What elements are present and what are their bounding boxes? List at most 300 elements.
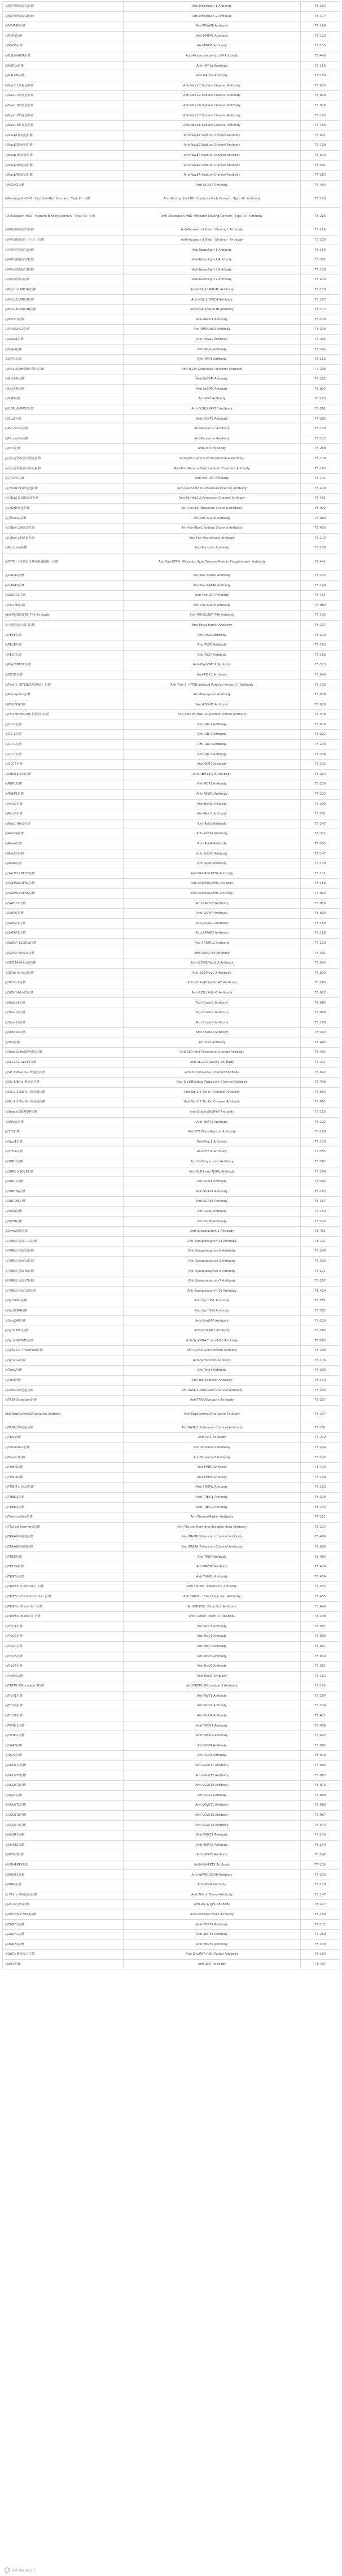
table-row [3, 968, 340, 978]
table-row [3, 434, 340, 444]
table-row [3, 1542, 340, 1552]
chinese-name-cell: 抗Rab4抗體 [3, 839, 124, 849]
table-row [3, 809, 340, 820]
catalog-number-cell: 75-405 [301, 524, 340, 534]
chinese-name-cell: Anti-PARS5/ZNF-746 Antibody [3, 611, 124, 621]
table-row [3, 789, 340, 799]
english-name-cell: Anti-Parvalbumin Antibody [124, 620, 301, 630]
english-name-cell: Anti-TarpGamma2/Stargazin Antibody [124, 1405, 301, 1423]
catalog-number-cell: 75-306 [301, 1366, 340, 1376]
table-row [3, 1572, 340, 1582]
english-name-cell: Anti-Pan-Gamma Protocadherin Constant Antibody [124, 464, 301, 474]
table-row [3, 355, 340, 365]
english-name-cell: Anti-SK2 Hst3 Potassium Channel Antibody [124, 1048, 301, 1058]
chinese-name-cell: 抗REEP1抗體 [3, 789, 124, 799]
english-name-cell: Anti-PICK1 Antibody [124, 670, 301, 680]
chinese-name-cell: 抗NrCAM抗體 [3, 384, 124, 394]
chinese-name-cell: 抗突觸結合蛋白7抗體 [3, 1276, 124, 1287]
catalog-number-cell: 75-130 [301, 424, 340, 434]
english-name-cell: Anti-Navβ1 Sodium Channel Antibody [124, 130, 301, 141]
chinese-name-cell: 抗神經連接蛋白2抗體 [3, 255, 124, 265]
english-name-cell: Anti-TrpV4 Antibody [124, 1711, 301, 1721]
english-name-cell: Anti-Rab5C Antibody [124, 849, 301, 859]
catalog-number-cell: 75-201 [301, 948, 340, 958]
english-name-cell: Anti-NPP1a Antibody [124, 61, 301, 71]
table-row [3, 1751, 340, 1761]
catalog-number-cell: 75-045 [301, 958, 340, 969]
english-name-cell: Anti-Reln2 Antibody [124, 799, 301, 809]
table-row [3, 909, 340, 919]
catalog-number-cell: 75-223 [301, 1870, 340, 1880]
chinese-name-cell: 抗SynGAP抗體 [3, 1316, 124, 1326]
catalog-number-cell: 75-462 [301, 1552, 340, 1562]
chinese-name-cell: 抗TRIP8b（Exon 1b-2, 5a）抗體 [3, 1592, 124, 1602]
english-name-cell: Anti-NGL-1/LRRC4C Antibody [124, 285, 301, 295]
table-row [3, 1870, 340, 1880]
english-name-cell: Anti-ZO-1/TJP1 Antibody [124, 1900, 301, 1910]
english-name-cell: Anti-Talin/Zonulin Antibody [124, 1375, 301, 1385]
catalog-number-cell: 75-073 [301, 1781, 340, 1791]
english-name-cell: Anti-RBM13/ST5 Antibody [124, 769, 301, 779]
antibody-table-body [3, 2, 340, 1969]
catalog-number-cell: 75-446 [301, 1602, 340, 1612]
english-name-cell: Anti-VGAT Antibody [124, 1741, 301, 1751]
catalog-number-cell: 75-010 [301, 720, 340, 730]
chinese-name-cell: 抗小腦鈣結合蛋白抗體 [3, 620, 124, 630]
table-row [3, 769, 340, 779]
chinese-name-cell: 抗SALM1/LRFN2抗體 [3, 869, 124, 879]
english-name-cell: Anti-ZNRF1 Antibody [124, 1930, 301, 1940]
english-name-cell: Anti-Shank2 Antibody [124, 1008, 301, 1018]
chinese-name-cell: 抗Shank2抗體 [3, 1008, 124, 1018]
catalog-number-cell: 75-118 [301, 1137, 340, 1147]
chinese-name-cell: 抗 Wilms 腫瘤蛋白抗體 [3, 1890, 124, 1900]
english-name-cell: Anti-Nav1.1 Sodium Channel Antibody [124, 81, 301, 91]
catalog-number-cell: 75-032 [301, 384, 340, 394]
catalog-number-cell: 75-419 [301, 483, 340, 494]
catalog-number-cell: 75-133 [301, 31, 340, 41]
table-row [3, 374, 340, 385]
catalog-number-cell: 75-074 [301, 690, 340, 700]
table-row [3, 513, 340, 524]
chinese-name-cell: 抗SV2A抗體 [3, 1206, 124, 1217]
table-row [3, 1522, 340, 1532]
catalog-number-cell: 73-440 [301, 51, 340, 61]
table-row [3, 1950, 340, 1960]
english-name-cell: Anti-NrCAM Antibody [124, 374, 301, 385]
english-name-cell: Anti-SAPAP1 Antibody [124, 918, 301, 929]
catalog-number-cell: 75-261 [301, 404, 340, 414]
table-row [3, 779, 340, 790]
chinese-name-cell: 抗VGLUT1抗體 [3, 1760, 124, 1771]
english-name-cell: Anti-Reln3 Antibody [124, 809, 301, 820]
table-row [3, 1326, 340, 1336]
table-row [3, 1375, 340, 1385]
catalog-number-cell: 75-479 [301, 1562, 340, 1572]
catalog-number-cell: 75-008 [301, 1632, 340, 1642]
chinese-name-cell: 抗SynDIG4抗體 [3, 1306, 124, 1316]
chinese-name-cell: 抗SAP102抗體 [3, 899, 124, 909]
english-name-cell: Anti-PEX5 Antibody [124, 630, 301, 640]
catalog-number-cell: 75-247 [301, 819, 340, 829]
chinese-name-cell: 抗線粒體鈣蛋白1抗體 [3, 2, 124, 12]
english-name-cell: Anti-SC3/Nav1.3 Antibody [124, 968, 301, 978]
table-row [3, 581, 340, 591]
catalog-number-cell: 75-441 [301, 553, 340, 570]
chinese-name-cell: 抗PEX6抗體 [3, 640, 124, 651]
table-row [3, 51, 340, 61]
table-row [3, 1502, 340, 1513]
table-row [3, 1217, 340, 1227]
catalog-number-cell: 73-255 [301, 1147, 340, 1157]
chinese-name-cell: 抗TASK-1鉀通道抗體 [3, 1423, 124, 1433]
english-name-cell: Anti-Prosaposin Antibody [124, 690, 301, 700]
english-name-cell: Anti-QDT7 Antibody [124, 760, 301, 770]
chinese-name-cell: 抗TrpV2抗體 [3, 1701, 124, 1711]
table-row [3, 1820, 340, 1830]
chinese-name-cell: 抗QD-7抗體 [3, 749, 124, 760]
table-row [3, 1117, 340, 1127]
table-row [3, 1336, 340, 1346]
english-name-cell: Anti-SALM5/LRFN5 Antibody [124, 888, 301, 899]
watermark [5, 2568, 36, 2573]
catalog-number-cell: 75-402 [301, 1731, 340, 1741]
table-row [3, 285, 340, 295]
table-row [3, 650, 340, 660]
table-row [3, 1137, 340, 1147]
chinese-name-cell: 抗PSD-95抗體 [3, 600, 124, 611]
english-name-cell: Anti-SV2A Antibody [124, 1206, 301, 1217]
english-name-cell: Anti-TRIP8b（Exon 1b-2, 5a）Antibody [124, 1592, 301, 1602]
table-row [3, 1790, 340, 1801]
chinese-name-cell: 抗GAP43抗體 [3, 570, 124, 581]
english-name-cell: Anti-ZNRF1 Antibody [124, 1920, 301, 1930]
english-name-cell: Anti-TRIP8b Antibody [124, 1572, 301, 1582]
chinese-name-cell: 抗Talin抗體 [3, 1375, 124, 1385]
chinese-name-cell: 抗Slo 2.2 Slo K+ 鉀通道抗體 [3, 1097, 124, 1108]
table-row [3, 1959, 340, 1969]
english-name-cell: Anti-TrpC3 Antibody [124, 1632, 301, 1642]
table-row [3, 1810, 340, 1820]
english-name-cell: Anti-SUR1 and NSGV Antibody [124, 1167, 301, 1177]
table-row [3, 394, 340, 404]
chinese-name-cell: 抗Thermocline抗體 [3, 1513, 124, 1523]
catalog-number-cell: 75-040 [301, 670, 340, 680]
table-row [3, 553, 340, 570]
catalog-number-cell: 75-089 [301, 600, 340, 611]
english-name-cell: Anti-SynDIG4/TmemA-90 Antibody [124, 1336, 301, 1346]
table-row [3, 1552, 340, 1562]
table-row [3, 849, 340, 859]
catalog-number-cell: 75-262 [301, 1336, 340, 1346]
english-name-cell: Anti-Slo1 Maxi K+ Channel Antibody [124, 1067, 301, 1078]
english-name-cell: Anti-TRAAK Potassium Channel Antibody [124, 1532, 301, 1542]
chinese-name-cell: 抗NSF抗體 [3, 394, 124, 404]
english-name-cell: Anti-Mitochalin-1 Antibody [124, 2, 301, 12]
catalog-number-cell: 75-203 [301, 1385, 340, 1396]
english-name-cell: Anti-Nova1 Antibody [124, 334, 301, 345]
chinese-name-cell: 抗泛Shank抗體 [3, 513, 124, 524]
chinese-name-cell: 抗SUR 1抗體 [3, 1157, 124, 1167]
chinese-name-cell: 抗PEX5抗體 [3, 630, 124, 640]
catalog-number-cell: 75-313 [301, 660, 340, 670]
chinese-name-cell: 抗泛Kir2.X Ki鉀通道抗體 [3, 494, 124, 504]
catalog-number-cell: 75-163 [301, 355, 340, 365]
english-name-cell: Anti-Synaptotagmin-13 Antibody [124, 1236, 301, 1246]
catalog-number-cell: 75-216 [301, 225, 340, 236]
english-name-cell: Anti-VGLUT2 Antibody [124, 1810, 301, 1820]
catalog-number-cell: 75-417 [301, 1900, 340, 1910]
chinese-name-cell: 抗線粒體鈣蛋白2抗體 [3, 11, 124, 21]
table-row [3, 325, 340, 335]
catalog-number-cell: 75-030 [301, 909, 340, 919]
chinese-name-cell: 抗Navβ4鈉通道抗體 [3, 150, 124, 160]
catalog-number-cell: 75-152 [301, 1671, 340, 1681]
table-row [3, 929, 340, 939]
english-name-cell: Anti-NGL-2/LRRC4 Antibody [124, 295, 301, 305]
catalog-number-cell: 75-066 [301, 1760, 340, 1771]
table-row [3, 1781, 340, 1791]
chinese-name-cell: 抗Tafa1抗體 [3, 1366, 124, 1376]
english-name-cell: Anti-SCN3A/Nav1.3 Antibody [124, 958, 301, 969]
table-row [3, 839, 340, 849]
english-name-cell: Anti-VGAT Antibody [124, 1790, 301, 1801]
catalog-number-cell: 75-338 [301, 1939, 340, 1950]
english-name-cell: Anti-Synaptotagmin-7 Antibody [124, 1276, 301, 1287]
english-name-cell: Anti-TMEM Antibody [124, 1463, 301, 1473]
english-name-cell: Anti-OSBP3 Antibody [124, 414, 301, 424]
english-name-cell: Anti-MMPP5 Antibody [124, 31, 301, 41]
chinese-name-cell: 抗TrpC3抗體 [3, 1632, 124, 1642]
catalog-number-cell: 75-163 [301, 1187, 340, 1197]
catalog-number-cell: 75-242 [301, 1850, 340, 1860]
english-name-cell: Anti-Nav1.2 Sodium Channel Antibody [124, 91, 301, 101]
table-row [3, 11, 340, 21]
catalog-number-cell: 75-094 [301, 888, 340, 899]
chinese-name-cell: 抗Rab1 Hist3抗體 [3, 819, 124, 829]
table-row [3, 1266, 340, 1276]
table-row [3, 1681, 340, 1692]
chinese-name-cell: 抗神經絲蛋白抗體 [3, 275, 124, 285]
english-name-cell: Anti-NKCC1 Antibody [124, 315, 301, 325]
table-row [3, 305, 340, 315]
chinese-name-cell: 抗TREK抗體 [3, 1552, 124, 1562]
catalog-number-cell: 75-156 [301, 929, 340, 939]
chinese-name-cell: 抗Thyroid Hormone抗體 [3, 1522, 124, 1532]
table-row [3, 879, 340, 889]
english-name-cell: Anti-Neuregulin-HBD（Heparin Binding Domain，Type I/II）Antibody [124, 208, 301, 225]
table-row [3, 630, 340, 640]
table-row [3, 41, 340, 51]
catalog-number-cell: 75-285 [301, 839, 340, 849]
chinese-name-cell: 抗泛Nav 1鈉通道抗體 [3, 524, 124, 534]
table-row [3, 948, 340, 958]
table-row [3, 700, 340, 710]
catalog-number-cell: 75-222 [301, 789, 340, 799]
chinese-name-cell: 抗TRESK抗體 [3, 1562, 124, 1572]
catalog-number-cell: 75-160 [301, 1127, 340, 1137]
catalog-number-cell: 75-262 [301, 1326, 340, 1336]
table-row [3, 1067, 340, 1078]
english-name-cell: Anti-Pan-SAP Antibody [124, 591, 301, 601]
catalog-number-cell: 75-023 [301, 81, 340, 91]
catalog-number-cell: 75-024 [301, 91, 340, 101]
table-row [3, 1641, 340, 1651]
catalog-number-cell: 75-010 [301, 1751, 340, 1761]
chinese-name-cell: 抗乳酸菌素O4抗體 [3, 51, 124, 61]
english-name-cell: Anti-VGLUT2 Antibody [124, 1771, 301, 1781]
english-name-cell: Anti-SALM1/LRFN2 Antibody [124, 869, 301, 879]
catalog-number-cell: 75-411 [301, 1236, 340, 1246]
chinese-name-cell: 抗Teneurin-1抗體 [3, 1442, 124, 1453]
table-row [3, 190, 340, 208]
chinese-name-cell: 抗TASK-1鉀通道抗體 [3, 1385, 124, 1396]
table-row [3, 1008, 340, 1018]
english-name-cell: Anti-SUR1 Antibody [124, 1177, 301, 1187]
catalog-number-cell: 75-067 [301, 1771, 340, 1781]
english-name-cell: Anti-SynCAM1 Antibody [124, 1326, 301, 1336]
table-row [3, 1206, 340, 1217]
chinese-name-cell: 抗NKCC1抗體 [3, 315, 124, 325]
catalog-number-cell: 75-247 [301, 1453, 340, 1463]
english-name-cell: Anti-Pancortin Antibody [124, 434, 301, 444]
english-name-cell: Anti-Nav1.7 Sodium Channel Antibody [124, 111, 301, 121]
chinese-name-cell: 抗TMEM抗體 [3, 1463, 124, 1473]
catalog-number-cell: 75-215 [301, 760, 340, 770]
catalog-number-cell: 75-448 [301, 1612, 340, 1622]
catalog-number-cell: 75-131 [301, 474, 340, 484]
chinese-name-cell: 抗SAPAP3抗體 [3, 929, 124, 939]
chinese-name-cell: 抗突觸結合蛋白10抗體 [3, 1286, 124, 1296]
catalog-number-cell: 75-221 [301, 1513, 340, 1523]
chinese-name-cell: 抗GAP43抗體 [3, 581, 124, 591]
table-row [3, 1691, 340, 1701]
english-name-cell: Anti-PEX7 Antibody [124, 650, 301, 660]
table-row [3, 130, 340, 141]
english-name-cell: Anti-Par3 Antibody [124, 444, 301, 454]
catalog-number-cell: 75-408 [301, 1721, 340, 1731]
chinese-name-cell: 抗VSV-PRTX抗體 [3, 1860, 124, 1870]
table-row [3, 1760, 340, 1771]
catalog-number-cell: 75-455 [301, 1592, 340, 1602]
table-row [3, 1423, 340, 1433]
catalog-number-cell: 75-113 [301, 1375, 340, 1385]
table-row [3, 1256, 340, 1266]
table-row [3, 111, 340, 121]
chinese-name-cell: 抗SCI5a-L抗體 [3, 978, 124, 988]
table-row [3, 1453, 340, 1463]
table-row [3, 1741, 340, 1751]
english-name-cell: Anti-TrpC6 Antibody [124, 1662, 301, 1672]
catalog-number-cell: 75-190 [301, 141, 340, 151]
catalog-number-cell: 75-172 [301, 1920, 340, 1930]
english-name-cell: Anti-NrCAM Antibody [124, 384, 301, 394]
english-name-cell: Anti-NGL-3/LRRC4B Antibody [124, 305, 301, 315]
table-row [3, 819, 340, 829]
table-row [3, 474, 340, 484]
table-row [3, 670, 340, 680]
catalog-number-cell: 75-224 [301, 1522, 340, 1532]
catalog-number-cell: 75-201 [301, 809, 340, 820]
english-name-cell: Anti-SynGAP Antibody [124, 1316, 301, 1326]
catalog-number-cell: 75-158 [301, 918, 340, 929]
english-name-cell: Anti-TREK-2 Antibody [124, 1502, 301, 1513]
chinese-name-cell: 抗NALCN抗體 [3, 71, 124, 81]
english-name-cell: Anti-Rab6 Antibody [124, 859, 301, 869]
catalog-number-cell: 75-251 [301, 1296, 340, 1306]
english-name-cell: Anti-SCI5a/Ubiquilin A2 Antibody [124, 978, 301, 988]
table-row [3, 1701, 340, 1711]
chinese-name-cell: 抗突觸結合蛋白2抗體 [3, 1256, 124, 1266]
chinese-name-cell: 抗TrpC1抗體 [3, 1622, 124, 1632]
chinese-name-cell: 抗Neuregulin-HBD（Heparin Binding Domain，Type I/II）抗體 [3, 208, 124, 225]
chinese-name-cell: 抗Par3抗體 [3, 444, 124, 454]
table-row [3, 1236, 340, 1246]
catalog-number-cell: 75-185 [301, 464, 340, 474]
chinese-name-cell: 抗Pancortin抗體 [3, 424, 124, 434]
table-row [3, 81, 340, 91]
english-name-cell: Anti-SUR2A Antibody [124, 1187, 301, 1197]
english-name-cell: Anti-Snapin/SNAPAP Antibody [124, 1107, 301, 1117]
table-row [3, 1860, 340, 1870]
english-name-cell: Anti-OCRL/INPP5F Antibody [124, 404, 301, 414]
table-row [3, 235, 340, 245]
catalog-number-cell: 75-009 [301, 1790, 340, 1801]
table-row [3, 345, 340, 355]
english-name-cell: Anti-SynDIG1/Tmem90b Antibody [124, 1346, 301, 1356]
table-row [3, 1771, 340, 1781]
english-name-cell: Anti-Pan-Nav1 Sodium Channel Antibody [124, 524, 301, 534]
english-name-cell: Anti-Synaptotagmin-5 Antibody [124, 1266, 301, 1276]
chinese-name-cell: 抗Shank3抗體 [3, 1018, 124, 1028]
table-row [3, 1890, 340, 1900]
english-name-cell: Anti-Nppa Antibody [124, 345, 301, 355]
catalog-number-cell: 75-239 [301, 325, 340, 335]
catalog-number-cell: 75-229 [301, 315, 340, 325]
english-name-cell: Anti-QD-3 Antibody [124, 739, 301, 749]
english-name-cell: Anti-VGLUT3 Antibody [124, 1820, 301, 1830]
english-name-cell: Anti-NR2A Glutamate Receptor Antibody [124, 364, 301, 374]
chinese-name-cell: 抗TrpM1抗體 [3, 1671, 124, 1681]
chinese-name-cell: 抗Periostin抗體 [3, 543, 124, 553]
catalog-number-cell: 75-145 [301, 570, 340, 581]
table-row [3, 1632, 340, 1642]
chinese-name-cell: 抗QD-3抗體 [3, 739, 124, 749]
chinese-name-cell: 抗SynDIG1抗體 [3, 1296, 124, 1306]
chinese-name-cell: 抗TARP/Stargazin抗體 [3, 1396, 124, 1406]
english-name-cell: Anti-Navβ4 Sodium Channel Antibody [124, 171, 301, 181]
english-name-cell: Anti-Neurexin-1 Beta（Binding）Antibody [124, 225, 301, 236]
table-row [3, 1286, 340, 1296]
chinese-name-cell: 抗PTPRi（受體蛋白酪氨酸磷酸酶）抗體 [3, 553, 124, 570]
table-row [3, 1492, 340, 1502]
catalog-number-cell: 75-089 [301, 998, 340, 1008]
chinese-name-cell: 抗Shank3抗體 [3, 1028, 124, 1038]
catalog-number-cell: 75-224 [301, 769, 340, 779]
catalog-number-cell: 75-032 [301, 503, 340, 513]
chinese-name-cell: 抗突觸結合蛋白1抗體 [3, 1246, 124, 1257]
english-name-cell: Anti-Shank3 Antibody [124, 1018, 301, 1028]
english-name-cell: Anti-SAP97 Antibody [124, 909, 301, 919]
table-row [3, 1910, 340, 1920]
chinese-name-cell: 抗Nova1抗體 [3, 334, 124, 345]
table-row [3, 1830, 340, 1841]
table-row [3, 444, 340, 454]
english-name-cell: Anti-SynDIG1 Antibody [124, 1296, 301, 1306]
english-name-cell: Anti-WAVE1/SCAR Antibody [124, 1870, 301, 1880]
chinese-name-cell: 抗TREK-1抗體 [3, 1492, 124, 1502]
chinese-name-cell: 抗Rab6抗體 [3, 859, 124, 869]
